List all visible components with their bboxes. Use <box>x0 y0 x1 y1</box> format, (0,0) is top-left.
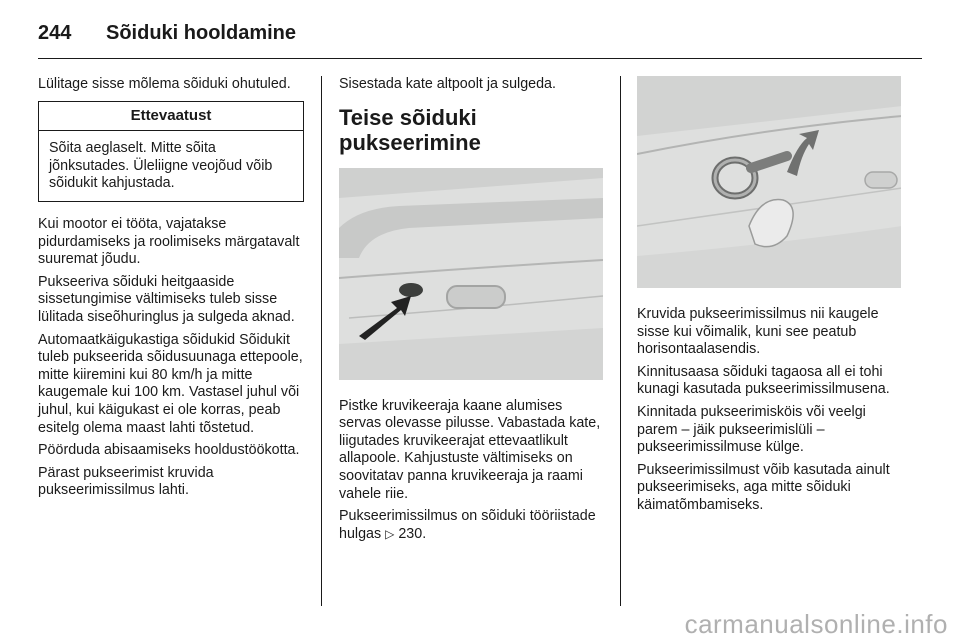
towing-eye-illustration <box>637 76 901 288</box>
watermark-url: carmanualsonline.info <box>684 609 948 639</box>
paragraph: Kinnitusaasa sõiduki tagaosa all ei tohi kunagi kasutada pukseerimissilmusena. <box>637 363 890 398</box>
cross-reference-arrow-icon: ▷ <box>385 526 395 541</box>
column-left <box>38 76 304 505</box>
paragraph: Kinnitada pukseerimisköis või veelgi parem – jäik pukseerimislüli – pukseerimissilmuse külge. <box>637 403 866 456</box>
intro-paragraph: Sisestada kate altpoolt ja sulgeda. <box>339 76 556 92</box>
bumper-cover-illustration <box>339 168 603 380</box>
column-divider <box>620 76 621 606</box>
header-divider <box>38 58 922 59</box>
column-middle <box>339 76 603 548</box>
paragraph: Automaatkäigukastiga sõidukid Sõidukit tuleb pukseerida sõidusuunaga ettepoole, mitte kiiremini kui 80 km/h ja mitte kaugemale kui 100 km. Vastasel juhul või juhul, kui käigukast ei ole korras, peab esitelg olema maast lahti tõstetud. <box>38 331 303 436</box>
section-heading: Teise sõiduki pukseerimine <box>339 104 481 155</box>
paragraph: Pukseerimissilmust võib kasutada ainult pukseerimiseks, aga mitte sõiduki käimatõmbamiseks. <box>637 461 890 513</box>
reference-text: Pukseerimissilmus on sõiduki tööriistade hulgas <box>339 508 596 542</box>
reference-page: 230. <box>398 525 427 542</box>
warning-title: Ettevaatust <box>39 102 303 132</box>
column-right <box>637 76 902 520</box>
paragraph: Kui mootor ei tööta, vajatakse pidurdamiseks ja roolimiseks märgatavalt suuremat jõudu. <box>38 215 300 268</box>
intro-paragraph: Lülitage sisse mõlema sõiduki ohutuled. <box>38 76 291 92</box>
page-header <box>38 16 296 50</box>
page-title: Sõiduki hooldamine <box>106 21 297 44</box>
paragraph: Pärast pukseerimist kruvida pukseerimissilmus lahti. <box>38 464 214 499</box>
paragraph: Pöörduda abisaamiseks hooldustöökotta. <box>38 442 300 459</box>
page-number: 244 <box>38 21 72 44</box>
warning-box <box>38 101 304 202</box>
illustration-bumper-cover <box>339 168 603 380</box>
paragraph: Pukseeriva sõiduki heitgaaside sissetungimise vältimiseks tuleb sisse lülitada siseõhuringlus ja sulgeda aknad. <box>38 273 295 325</box>
warning-body: Sõita aeglaselt. Mitte sõita jõnksutades. Üleliigne veojõud võib sõidukit kahjustada. <box>49 140 273 192</box>
column-divider <box>321 76 322 606</box>
cross-reference-paragraph <box>339 508 603 543</box>
paragraph: Kruvida pukseerimissilmus nii kaugele sisse kui võimalik, kuni see peatub horisontaalasendis. <box>637 306 879 358</box>
illustration-towing-eye <box>637 76 901 288</box>
paragraph: Pistke kruvikeeraja kaane alumises servas olevasse pilusse. Vabastada kate, liigutades kruvikeerajat ettevaatlikult allapoole. Kahjustuste vältimiseks on soovitatav panna kruvikeeraja ja raami vahele riie. <box>339 397 601 502</box>
